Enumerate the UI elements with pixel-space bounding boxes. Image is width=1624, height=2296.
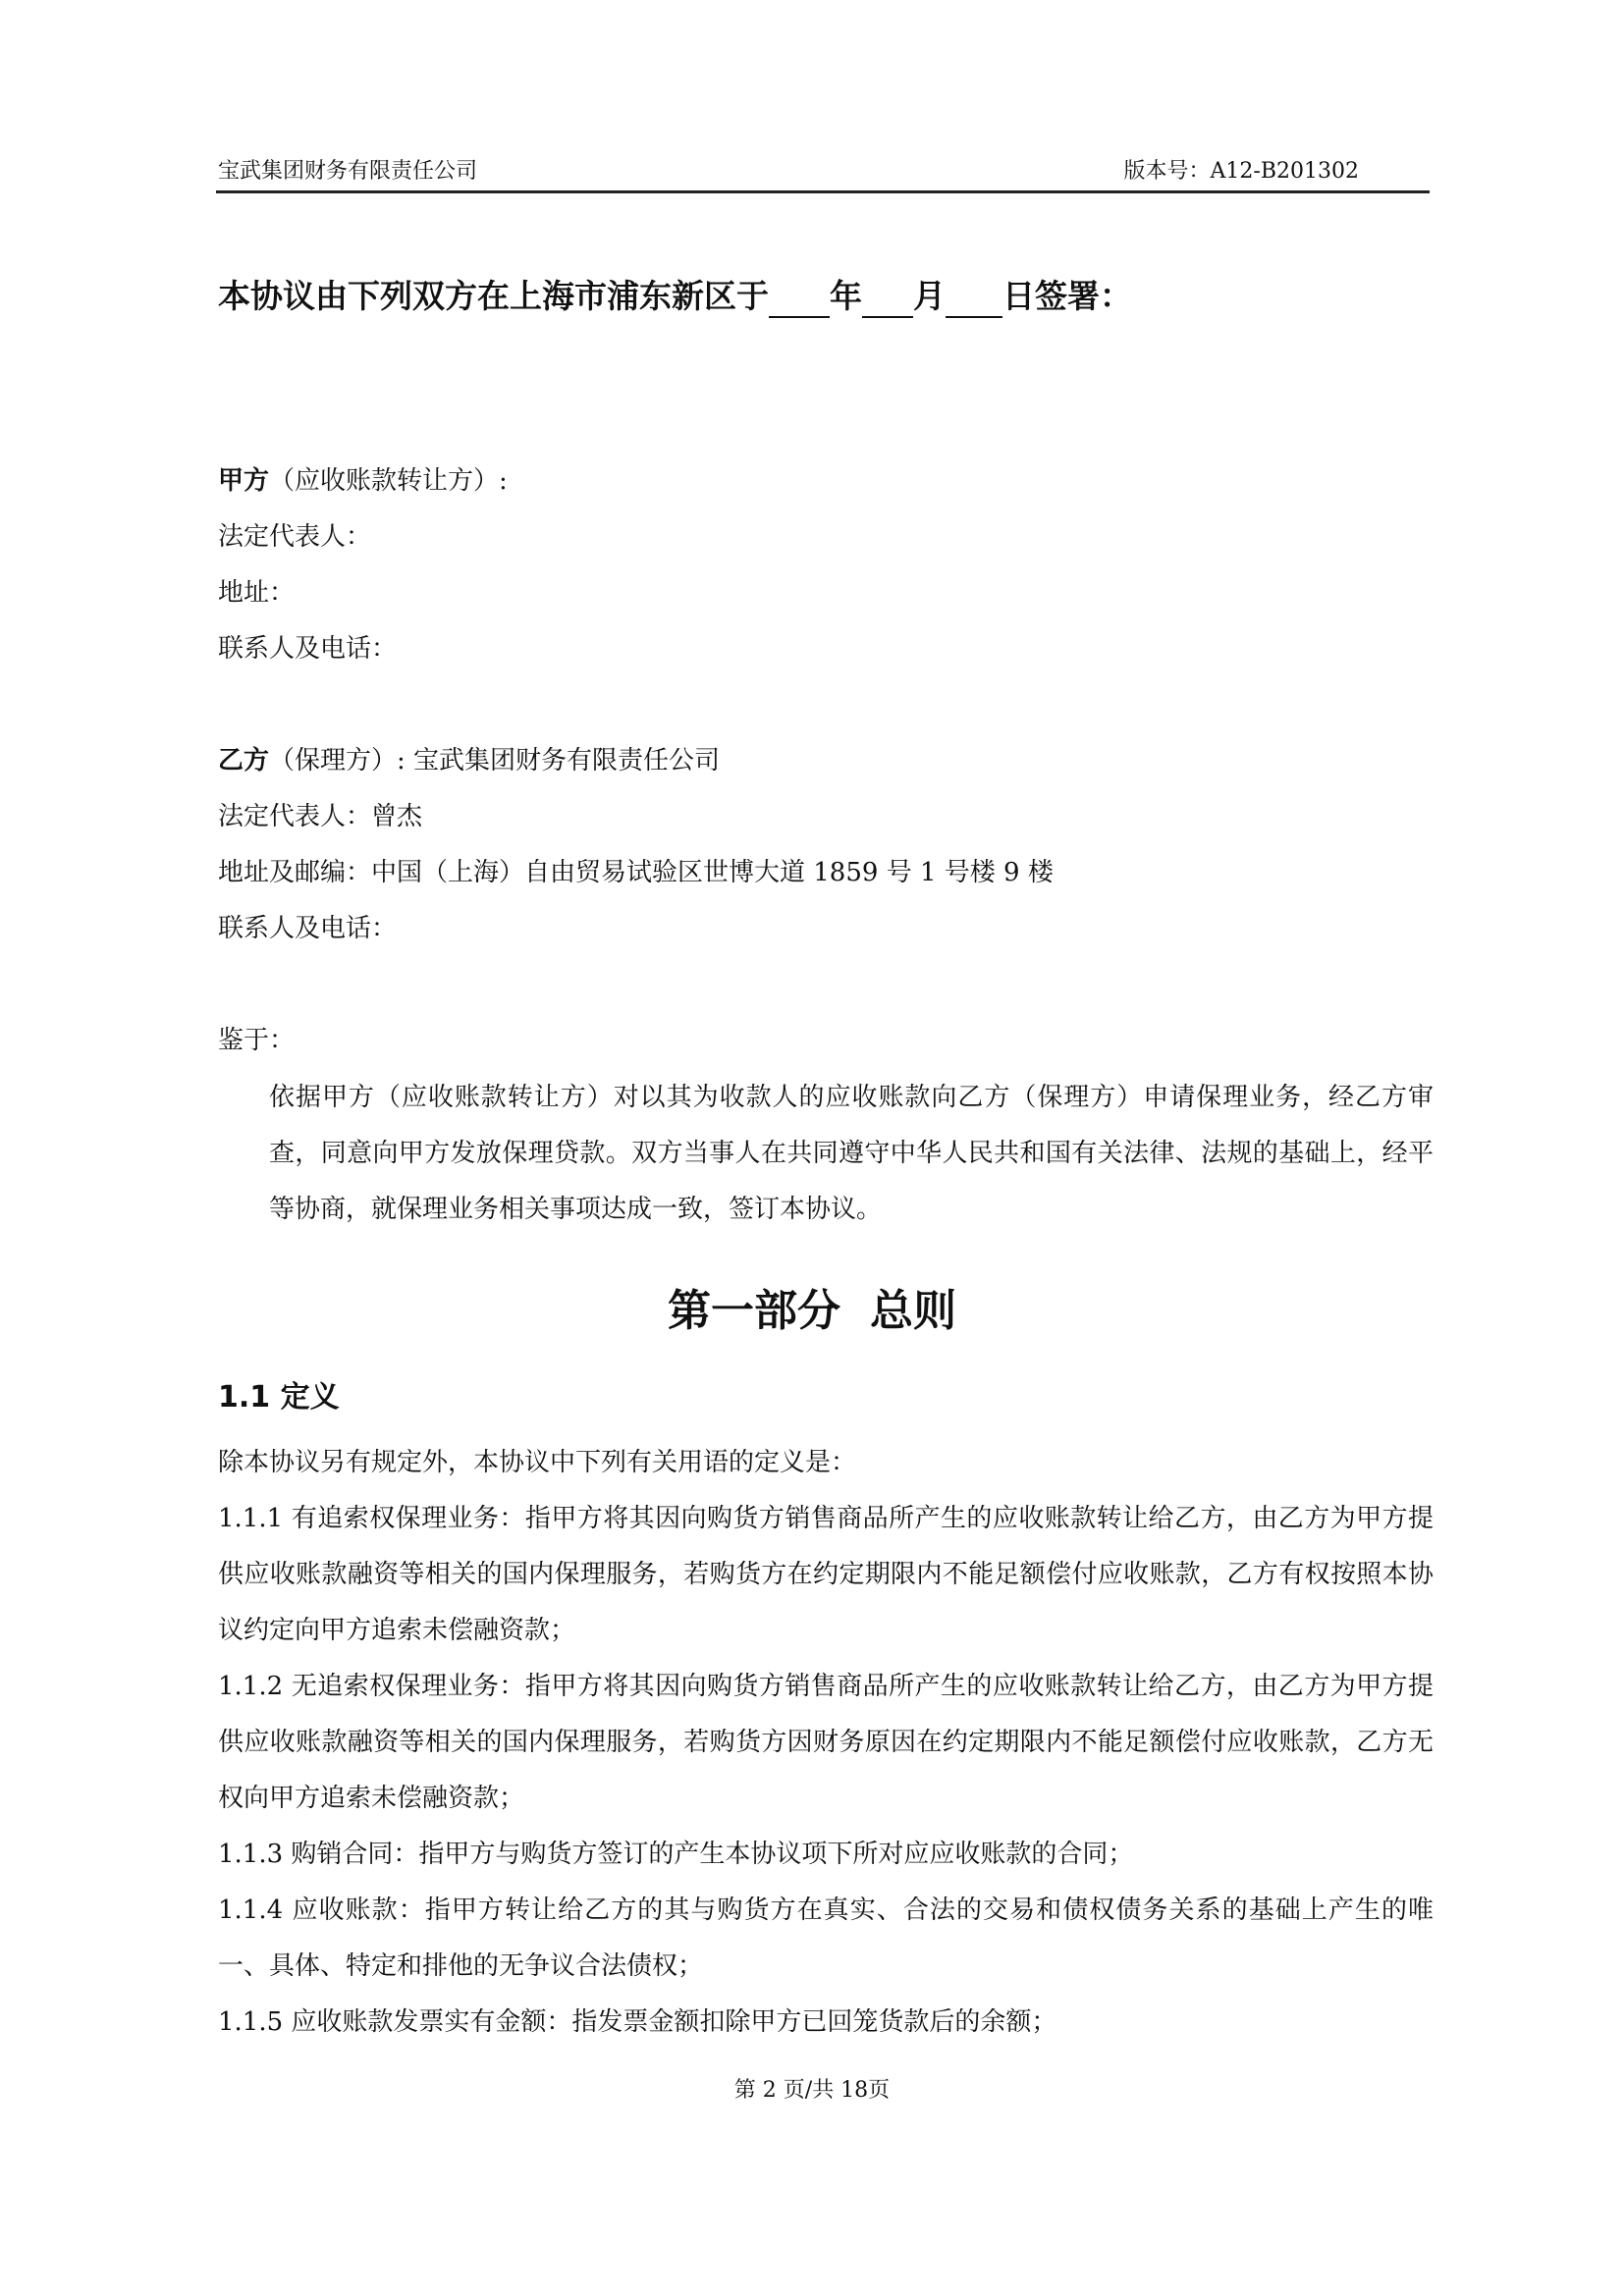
signing-month: 月 [913,277,946,315]
party-b-role: （保理方）: 宝武集团财务有限责任公司 [269,746,721,775]
party-a-address: 地址： [218,578,296,608]
party-b-contact: 联系人及电话： [218,914,398,943]
header-version: 版本号：A12-B201302 [1123,159,1359,184]
definition-item: 1.1.4 应收账款：指甲方转让给乙方的其与购货方在真实、合法的交易和债权债务关系的基础上产生的唯一、具体、特定和排他的无争议合法债权； [218,1896,1434,1981]
definition-item: 1.1.1 有追索权保理业务：指甲方将其因向购货方销售商品所产生的应收账款转让给乙方，由乙方为甲方提供应收账款融资等相关的国内保理服务，若购货方在约定期限内不能足额偿付应收账款，乙方有权按照本协议约定向甲方追索未偿融资款； [218,1504,1434,1645]
signing-year: 年 [830,277,862,315]
definition-item: 1.1.5 应收账款发票实有金额：指发票金额扣除甲方已回笼货款后的余额； [218,2007,1057,2037]
party-a-label: 甲方 [218,466,270,496]
recital-paragraph [218,1070,1434,1238]
definition-item: 1.1.3 购销合同：指甲方与购货方签订的产生本协议项下所对应应收账款的合同； [218,1840,1134,1869]
page-footer: 第 2 页/共 18页 [733,2078,891,2103]
party-b-heading [218,743,720,778]
definition-item: 1.1.2 无追索权保理业务：指甲方将其因向购货方销售商品所产生的应收账款转让给乙方，由乙方为甲方提供应收账款融资等相关的国内保理服务，若购货方因财务原因在约定期限内不能足额偿付应收账款，乙方无权向甲方追索未偿融资款； [218,1672,1434,1813]
party-a-heading [218,463,508,499]
day-blank [946,283,1002,318]
page-header [216,157,1430,193]
party-b-label: 乙方 [218,746,270,775]
party-b-address: 地址及邮编：中国（上海）自由贸易试验区世博大道 1859 号 1 号楼 9 楼 [218,858,1054,887]
recital-text: 依据甲方（应收账款转让方）对以其为收款人的应收账款向乙方（保理方）申请保理业务，经乙方审查，同意向甲方发放保理贷款。双方当事人在共同遵守中华人民共和国有关法律、法规的基础上，经平等协商，就保理业务相关事项达成一致，签订本协议。 [269,1083,1434,1224]
part-title [0,1284,1624,1339]
definitions [218,1435,1434,2051]
section-title: 1.1 定义 [218,1380,340,1415]
signing-day: 日签署： [1002,277,1132,315]
party-b-rep: 法定代表人：曾杰 [218,802,423,831]
month-blank [862,283,913,318]
party-a-role: （应收账款转让方）: [269,466,508,496]
party-a-rep: 法定代表人： [218,522,372,552]
year-blank [769,283,830,318]
recital-label: 鉴于： [218,1026,296,1055]
header-company: 宝武集团财务有限责任公司 [218,159,478,184]
section-intro: 除本协议另有规定外，本协议中下列有关用语的定义是： [218,1448,857,1477]
signing-statement [218,275,1132,318]
signing-prefix: 本协议由下列双方在上海市浦东新区于 [218,277,769,315]
party-a-contact: 联系人及电话： [218,634,398,664]
part-name: 总则 [870,1286,956,1336]
part-number: 第一部分 [668,1286,840,1336]
